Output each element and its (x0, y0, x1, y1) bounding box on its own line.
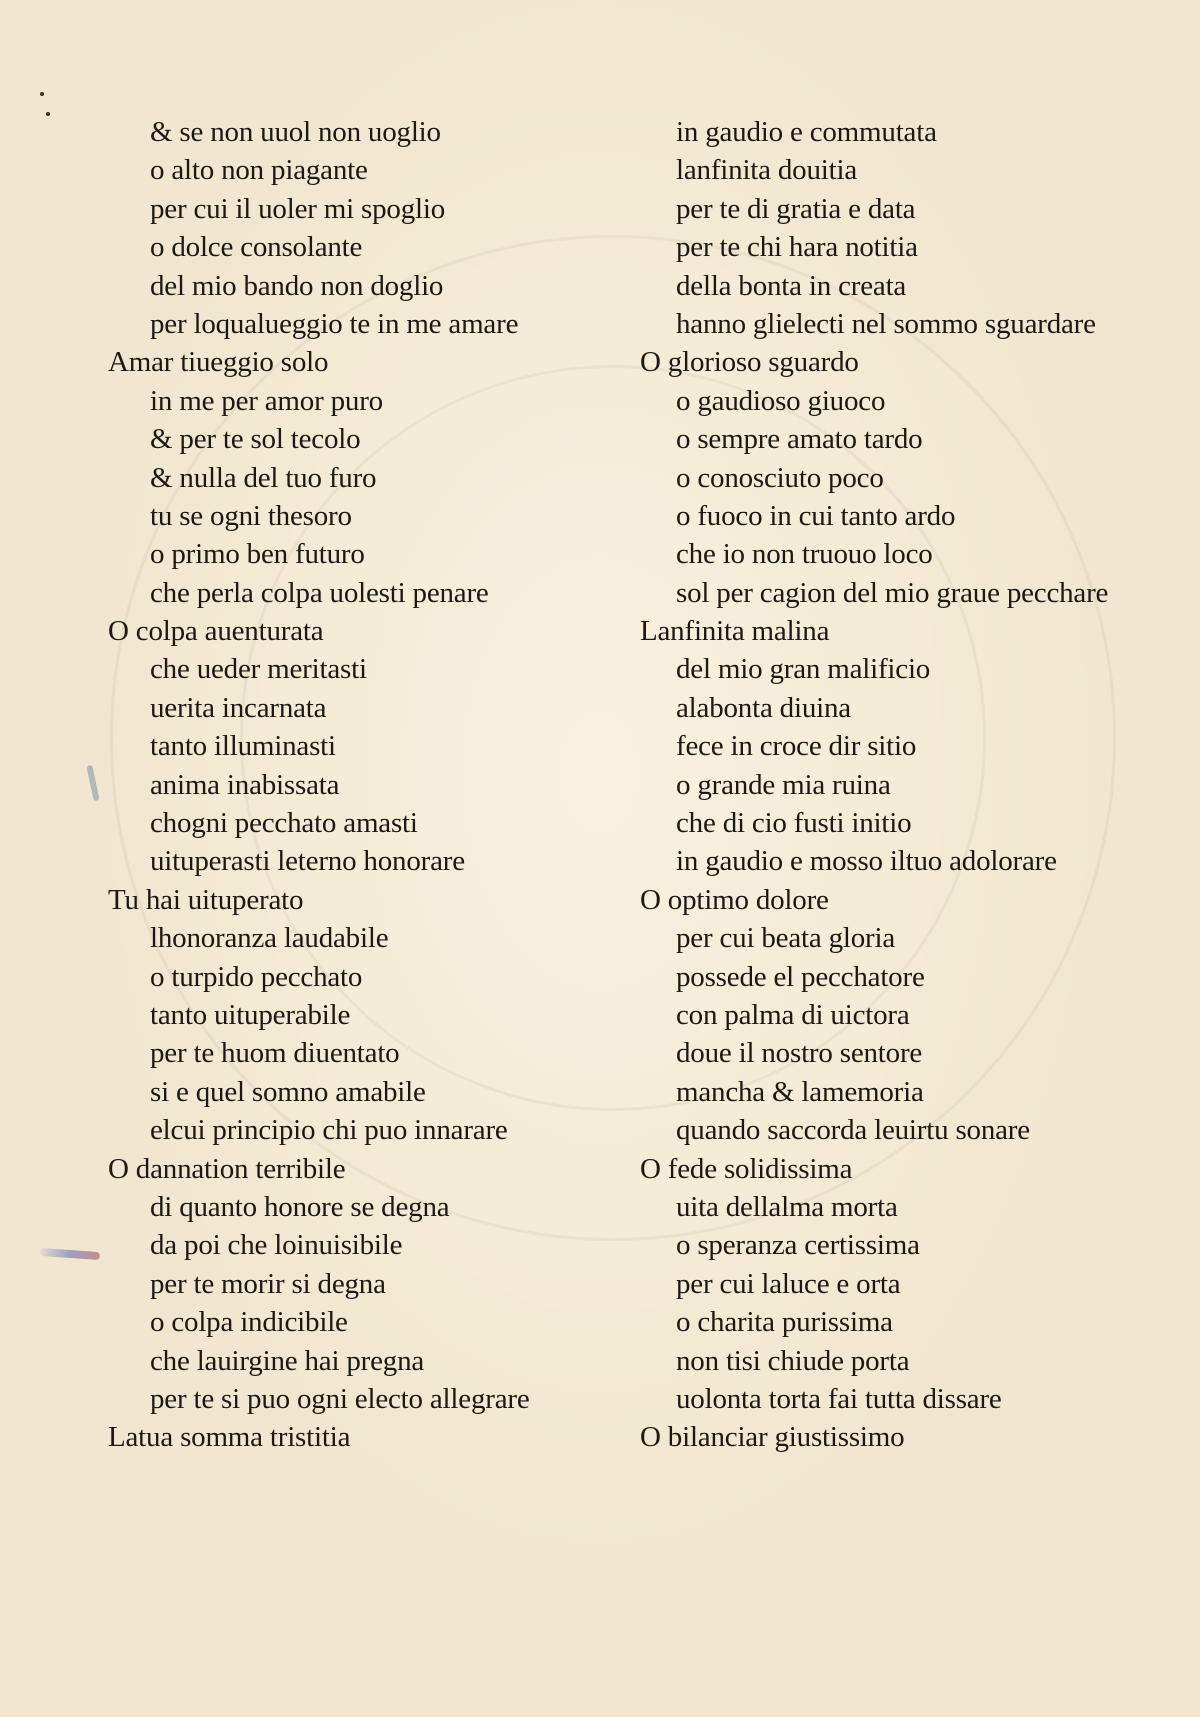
verse-line: sol per cagion del mio graue pecchare (676, 576, 1109, 609)
verse-line: possede el pecchatore (676, 960, 925, 993)
verse-line: mancha & lamemoria (676, 1075, 924, 1108)
verse-line: chogni pecchato amasti (150, 807, 418, 840)
verse-line: o alto non piagante (150, 154, 368, 187)
verse-line: o speranza certissima (676, 1229, 920, 1262)
verse-line: Tu hai uituperato (108, 883, 304, 916)
verse-line: per te chi hara notitia (676, 231, 918, 264)
ink-speck (40, 92, 44, 96)
verse-line: alabonta diuina (676, 691, 851, 724)
verse-line: con palma di uictora (676, 998, 910, 1031)
verse-line: elcui principio chi puo innarare (150, 1114, 508, 1147)
verse-line: o primo ben futuro (150, 538, 365, 571)
verse-line: Amar tiueggio solo (108, 346, 329, 379)
verse-line: O glorioso sguardo (640, 346, 859, 379)
verse-line: che di cio fusti initio (676, 807, 912, 840)
verse-line: per cui beata gloria (676, 922, 896, 955)
verse-line: tanto illuminasti (150, 730, 336, 763)
verse-line: hanno glielecti nel sommo sguardare (676, 307, 1096, 340)
verse-line: uolonta torta fai tutta dissare (676, 1382, 1002, 1415)
margin-stain (86, 765, 99, 801)
verse-line: lhonoranza laudabile (150, 922, 389, 955)
left-column (108, 113, 628, 1457)
verse-line: anima inabissata (150, 768, 340, 801)
verse-line: di quanto honore se degna (150, 1190, 450, 1223)
verse-line: si e quel somno amabile (150, 1075, 426, 1108)
verse-line: non tisi chiude porta (676, 1344, 910, 1377)
verse-line: & nulla del tuo furo (150, 461, 377, 494)
verse-line: per te morir si degna (150, 1267, 386, 1300)
verse-line: per cui il uoler mi spoglio (150, 192, 446, 225)
verse-line: O bilanciar giustissimo (640, 1421, 905, 1454)
verse-line: per te huom diuentato (150, 1037, 400, 1070)
verse-line: per te si puo ogni electo allegrare (150, 1382, 530, 1415)
verse-line: O colpa auenturata (108, 615, 324, 648)
verse-line: o sempre amato tardo (676, 423, 923, 456)
verse-line: O optimo dolore (640, 883, 829, 916)
verse-line: uita dellalma morta (676, 1190, 898, 1223)
verse-line: in gaudio e commutata (676, 116, 937, 148)
margin-stain (40, 1248, 100, 1260)
verse-line: Lanfinita malina (640, 615, 830, 648)
verse-line: o colpa indicibile (150, 1306, 348, 1339)
verse-line: O fede solidissima (640, 1152, 853, 1185)
verse-line: doue il nostro sentore (676, 1037, 923, 1070)
verse-line: o dolce consolante (150, 231, 363, 264)
verse-line: per te di gratia e data (676, 192, 916, 225)
verse-line: O dannation terribile (108, 1152, 346, 1185)
verse-line: da poi che loinuisibile (150, 1229, 403, 1262)
verse-line: o conosciuto poco (676, 461, 884, 494)
ink-speck (46, 112, 50, 116)
verse-line: fece in croce dir sitio (676, 730, 917, 763)
verse-line: del mio gran malificio (676, 653, 931, 686)
verse-line: che ueder meritasti (150, 653, 367, 686)
verse-line: per cui laluce e orta (676, 1267, 901, 1300)
verse-line: o charita purissima (676, 1306, 893, 1339)
verse-line: Latua somma tristitia (108, 1421, 351, 1454)
verse-line: & per te sol tecolo (150, 423, 361, 456)
verse-line: o gaudioso giuoco (676, 384, 886, 417)
verse-line: in gaudio e mosso iltuo adolorare (676, 845, 1057, 878)
verse-line: o grande mia ruina (676, 768, 891, 801)
verse-line: lanfinita douitia (676, 154, 858, 187)
verse-line: che io non truouo loco (676, 538, 933, 571)
verse-line: quando saccorda leuirtu sonare (676, 1114, 1030, 1147)
right-column (640, 113, 1160, 1457)
verse-line: tu se ogni thesoro (150, 499, 352, 532)
verse-line: che lauirgine hai pregna (150, 1344, 425, 1377)
verse-line: della bonta in creata (676, 269, 907, 302)
verse-line: uerita incarnata (150, 691, 327, 724)
verse-line: in me per amor puro (150, 384, 383, 417)
verse-line: & se non uuol non uoglio (150, 116, 441, 148)
verse-line: che perla colpa uolesti penare (150, 576, 489, 609)
verse-line: o turpido pecchato (150, 960, 363, 993)
verse-line: del mio bando non doglio (150, 269, 444, 302)
verse-line: tanto uituperabile (150, 998, 351, 1031)
verse-line: o fuoco in cui tanto ardo (676, 499, 956, 532)
verse-line: uituperasti leterno honorare (150, 845, 465, 878)
verse-line: per loqualueggio te in me amare (150, 307, 519, 340)
